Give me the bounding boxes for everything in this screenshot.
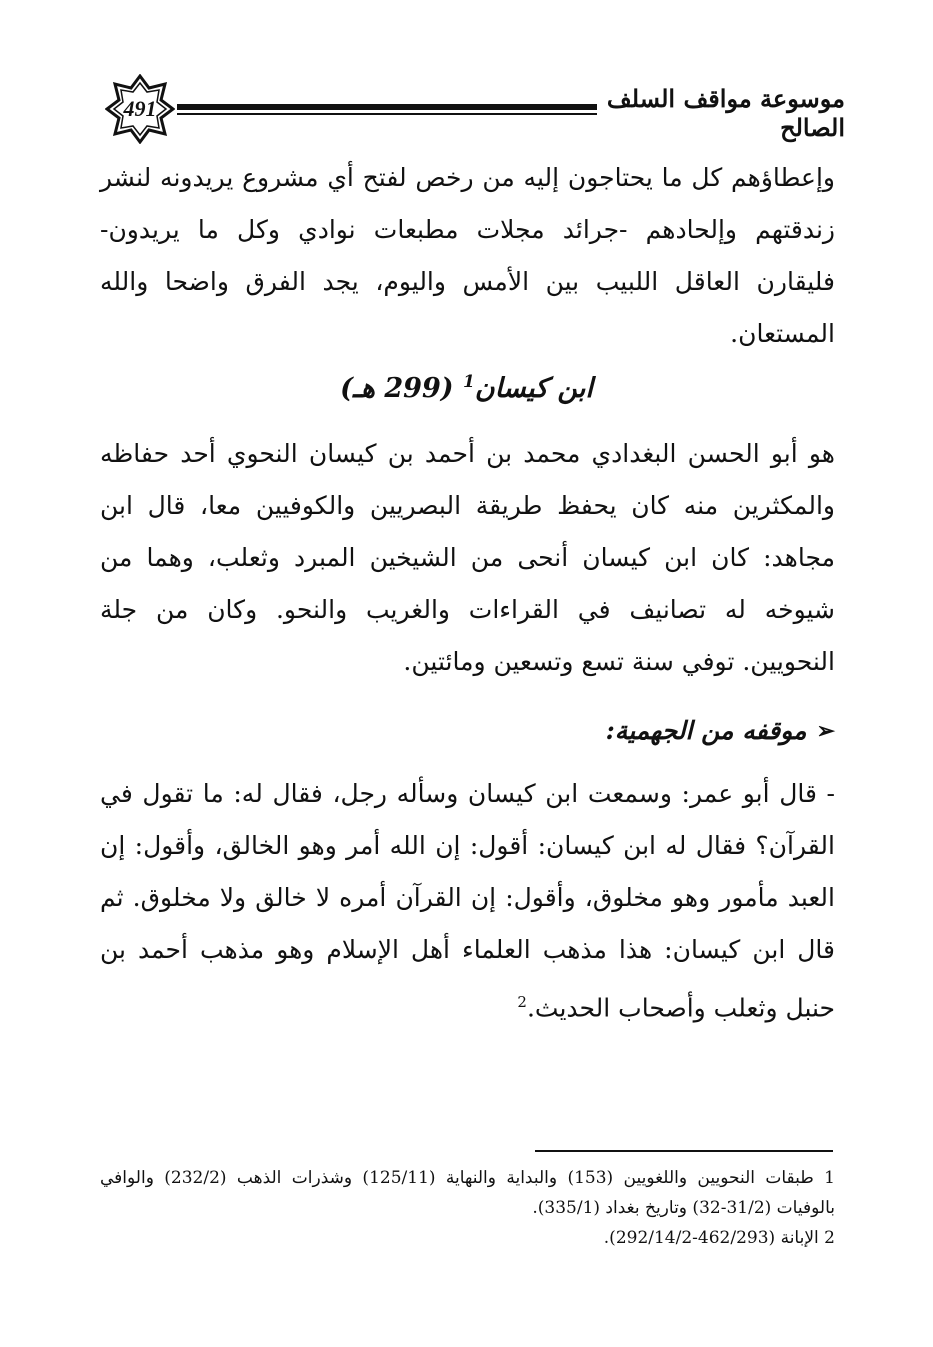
series-title: موسوعة مواقف السلف الصالح: [606, 84, 845, 142]
subheading: [606, 716, 835, 745]
subheading-text: موقفه من الجهمية:: [605, 716, 807, 745]
paragraph-position-text: - قال أبو عمر: وسمعت ابن كيسان وسأله رجل، فقال له: ما تقول في القرآن؟ فقال له ابن كيسان: أقول: إن الله أمر وهو الخالق، وأقول: إن العبد مأمور وهو مخلوق، وأقول: إن القرآن أمره لا خالق ولا مخلوق. ثم قال ابن كيسان: هذا مذهب العلماء أهل الإسلام وهو مذهب أحمد بن حنبل وثعلب وأصحاب الحديث.: [100, 779, 835, 1023]
paragraph-biography: هو أبو الحسن البغدادي محمد بن أحمد بن كيسان النحوي أحد حفاظه والمكثرين منه كان يحفظ طريقة البصريين والكوفيين معا، قال ابن مجاهد: كان ابن كيسان أنحى من الشيخين المبرد وثعلب، وهما من شيوخه له تصانيف في القراءات والغريب والنحو. وكان من جلة النحويين. توفي سنة تسع وتسعين ومائتين.: [100, 439, 835, 676]
footnote-ref-2: 2: [517, 993, 527, 1011]
paragraph-intro: وإعطاؤهم كل ما يحتاجون إليه من رخص لفتح أي مشروع يريدونه لنشر زندقتهم وإلحادهم -جرائد مجلات مطبعات نوادي وكل ما يريدون- فليقارن العاقل اللبيب بين الأمس واليوم، يجد الفرق واضحا والله المستعان.: [100, 163, 835, 348]
footnote-2: 2 الإبانة (462/293-292/14/2).: [603, 1228, 835, 1248]
page-number: 491: [123, 96, 157, 121]
page-header: [95, 70, 845, 146]
header-rule: [177, 104, 597, 116]
footnotes: [100, 1163, 835, 1253]
page-number-badge: [105, 74, 175, 144]
footnote-ref-1: 1: [462, 372, 475, 392]
paragraph-position: [100, 768, 835, 1034]
footnote-1: 1 طبقات النحويين واللغويين (153) والبداية والنهاية (125/11) وشذرات الذهب (232/2) والوافي بالوفيات (31/2-32) وتاريخ بغداد (335/1).: [100, 1168, 835, 1218]
footnote-divider: [535, 1150, 833, 1152]
section-date: (299 هـ): [340, 373, 454, 404]
section-name: ابن كيسان: [474, 373, 593, 404]
arrow-bullet-icon: ➢: [816, 717, 835, 744]
section-heading: [0, 372, 933, 404]
